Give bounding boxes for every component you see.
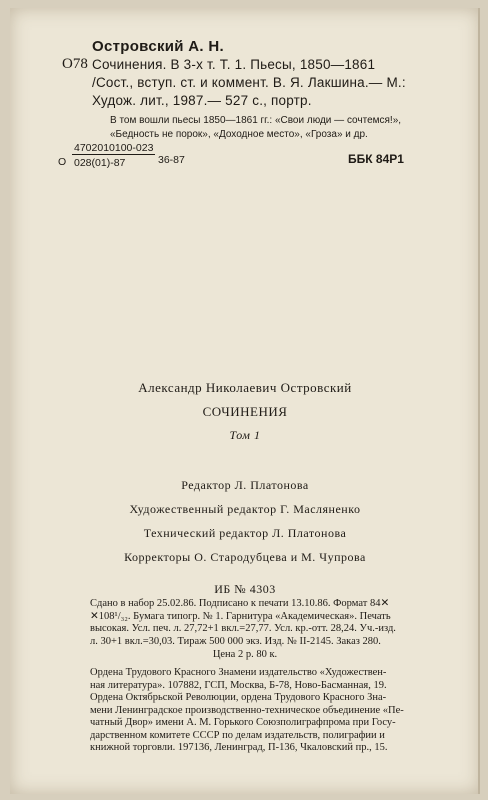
print-specs [90, 598, 470, 648]
publisher-line: мени Ленинградское производственно-техническое объединение «Пе- [90, 704, 404, 716]
catalog-bibliography [92, 56, 472, 110]
annotation-line: В том вошли пьесы 1850—1861 гг.: «Свои люди — сочтемся!», [110, 115, 402, 126]
publisher-line: чатный Двор» имени А. М. Горького Союзполиграфпрома при Госу- [90, 717, 396, 728]
biblio-line: /Сост., вступ. ст. и коммент. В. Я. Лакшина.— М.: [92, 75, 406, 90]
biblio-line: Сочинения. В 3-х т. Т. 1. Пьесы, 1850—1861 [92, 57, 376, 72]
index-numerator: 4702010100-023 [74, 142, 154, 154]
work-title: СОЧИНЕНИЯ [202, 404, 288, 419]
catalog-annotation [110, 114, 472, 142]
volume-label: Том 1 [229, 428, 261, 442]
publisher-line: Ордена Трудового Красного Знамени издательство «Художествен- [90, 667, 387, 678]
art-editor-credit: Художественный редактор Г. Масляненко [129, 502, 361, 516]
print-spec-line: л. 30+1 вкл.=30,03. Тираж 500 000 экз. Изд. № II-2145. Заказ 280. [90, 635, 381, 647]
annotation-line: «Бедность не порок», «Доходное место», «Гроза» и др. [110, 129, 368, 140]
index-suffix: 36-87 [158, 154, 185, 166]
print-spec-line: ✕108¹/₃₂. Бумага типогр. № 1. Гарнитура «Академическая». Печать [90, 610, 391, 622]
index-fraction [72, 142, 155, 169]
bbk-code: ББК 84Р1 [348, 152, 404, 166]
price: Цена 2 р. 80 к. [212, 649, 278, 660]
publisher-line: книжной торговли. 197136, Ленинград, П-136, Чкаловский пр., 15. [90, 742, 388, 753]
biblio-line: Худож. лит., 1987.— 527 с., портр. [92, 93, 312, 108]
catalog-code: О78 [62, 56, 88, 72]
print-spec-line: Сдано в набор 25.02.86. Подписано к печати 13.10.86. Формат 84✕ [90, 598, 390, 609]
editor-credit: Редактор Л. Платонова [181, 478, 309, 492]
publisher-info [90, 667, 470, 755]
proofreaders-credit: Корректоры О. Стародубцева и М. Чупрова [124, 550, 366, 564]
author-full-name: Александр Николаевич Островский [138, 380, 352, 395]
page-binding-edge [478, 8, 480, 794]
publisher-line: Ордена Октябрьской Революции, ордена Трудового Красного Зна- [90, 692, 387, 703]
index-denominator: 028(01)-87 [74, 157, 126, 169]
book-page [10, 8, 480, 794]
ib-number: ИБ № 4303 [214, 582, 276, 596]
catalog-author: Островский А. Н. [92, 38, 224, 55]
index-prefix: О [58, 156, 67, 168]
publisher-line: дарственном комитете СССР по делам издательств, полиграфии и [90, 729, 385, 741]
publisher-line: ная литература». 107882, ГСП, Москва, Б-78, Ново-Басманная, 19. [90, 679, 387, 691]
tech-editor-credit: Технический редактор Л. Платонова [143, 526, 347, 540]
print-spec-line: высокая. Усл. печ. л. 27,72+1 вкл.=27,77. Усл. кр.-отт. 28,24. Уч.-изд. [90, 623, 396, 634]
